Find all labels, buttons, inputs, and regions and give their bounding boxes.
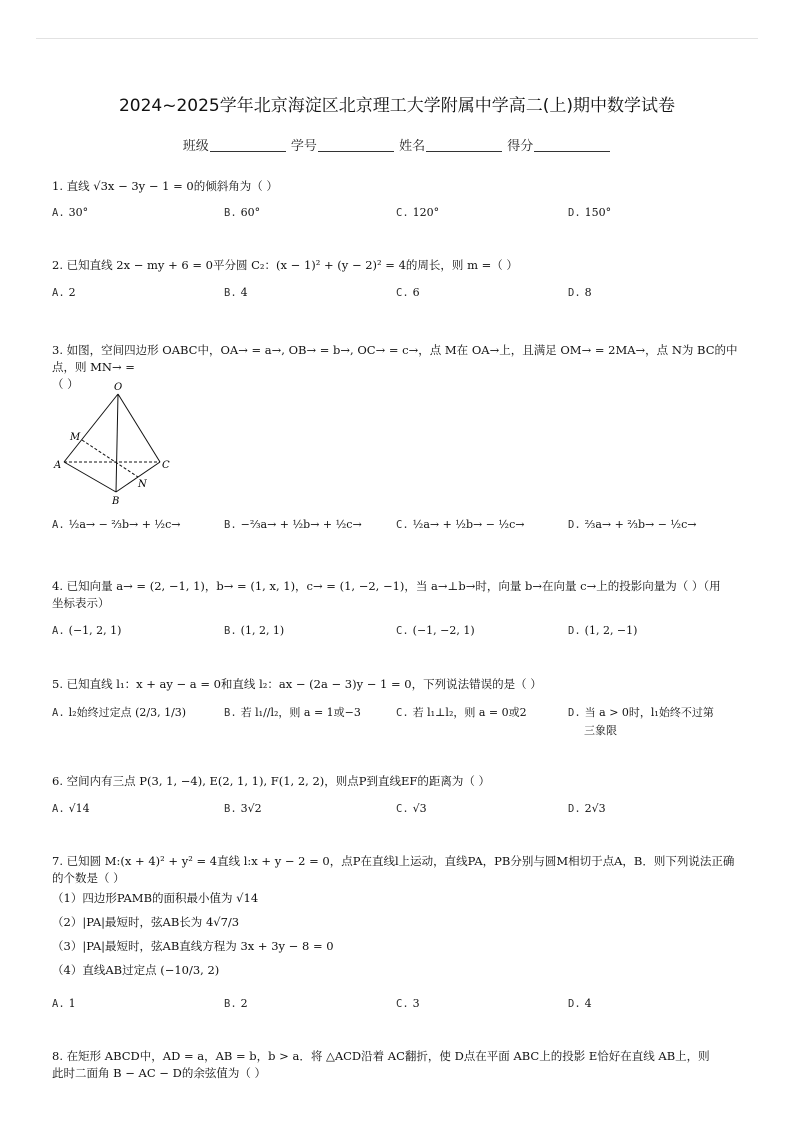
id-label: 学号 <box>290 139 317 154</box>
question-6 <box>52 773 752 790</box>
name-label: 姓名 <box>399 139 426 154</box>
question-7-stem: 7. 已知圆 M:(x + 4)² + y² = 4直线 l:x + y − 2 = 0，点P在直线l上运动，直线PA，PB分别与圆M相切于点A，B．则下列说法正确 <box>52 854 735 868</box>
class-label: 班级 <box>182 139 209 154</box>
segment-mn-dashed <box>82 440 138 477</box>
option-c[interactable]: C. ½a→ + ½b→ − ½c→ <box>396 518 525 531</box>
option-b[interactable]: B. 4 <box>224 286 248 299</box>
option-c[interactable]: C. 若 l₁⊥l₂，则 a = 0或2 <box>396 706 527 719</box>
class-blank[interactable] <box>210 151 286 152</box>
option-a[interactable]: A. (−1, 2, 1) <box>52 624 122 637</box>
option-d[interactable]: D. 当 a > 0时，l₁始终不过第 三象限 <box>568 706 714 737</box>
label-o: O <box>114 382 123 393</box>
question-6-stem: 6. 空间内有三点 P(3, 1, −4), E(2, 1, 1), F(1, 2, 2)，则点P到直线EF的距离为（ ） <box>52 774 491 788</box>
question-3-stem-line2: （ ） <box>52 377 79 391</box>
option-a[interactable]: A. 1 <box>52 997 76 1010</box>
option-d[interactable]: D. (1, 2, −1) <box>568 624 638 637</box>
option-d[interactable]: D. 150° <box>568 206 612 219</box>
option-b[interactable]: B. 60° <box>224 206 261 219</box>
question-8-stem-line2: 此时二面角 B − AC − D的余弦值为（ ） <box>52 1066 266 1080</box>
label-n: N <box>138 479 147 490</box>
option-d[interactable]: D. ⅔a→ + ⅔b→ − ½c→ <box>568 518 697 531</box>
label-m: M <box>70 432 81 443</box>
option-b[interactable]: B. 若 l₁//l₂，则 a = 1或−3 <box>224 706 361 719</box>
edge-ab <box>64 462 116 492</box>
option-b[interactable]: B. (1, 2, 1) <box>224 624 285 637</box>
option-c[interactable]: C. 3 <box>396 997 420 1010</box>
option-b[interactable]: B. −⅔a→ + ½b→ + ½c→ <box>224 518 362 531</box>
question-4-stem-line2: 坐标表示） <box>52 596 110 610</box>
question-5 <box>52 676 752 693</box>
label-c: C <box>162 460 170 471</box>
option-a[interactable]: A. √14 <box>52 802 90 815</box>
question-5-stem: 5. 已知直线 l₁：x + ay − a = 0和直线 l₂：ax − (2a − 3)y − 1 = 0，下列说法错误的是（ ） <box>52 677 542 691</box>
score-blank[interactable] <box>534 151 610 152</box>
question-4-stem: 4. 已知向量 a→ = (2, −1, 1)，b→ = (1, x, 1)，c→ = (1, −2, −1)，当 a→⊥b→时，向量 b→在向量 c→上的投影向量为（ ）（用 <box>52 579 721 593</box>
question-1 <box>52 178 752 195</box>
option-c[interactable]: C. √3 <box>396 802 427 815</box>
question-3-stem: 3. 如图，空间四边形 OABC中，OA→ = a→, OB→ = b→, OC→ = c→，点 M在 OA→上，且满足 OM→ = 2MA→，点 N为 BC的中点，则 MN→ = <box>52 343 738 374</box>
question-7-stem-line2: 的个数是（ ） <box>52 871 125 885</box>
edge-ob <box>116 394 118 492</box>
question-7-statement-4: （4）直线AB过定点 (−10/3, 2) <box>52 963 220 977</box>
question-8-stem: 8. 在矩形 ABCD中，AD = a，AB = b，b > a．将 △ACD沿着 AC翻折，使 D点在平面 ABC上的投影 E恰好在直线 AB上，则 <box>52 1049 710 1063</box>
option-d[interactable]: D. 4 <box>568 997 592 1010</box>
page-title: 2024~2025学年北京海淀区北京理工大学附属中学高二(上)期中数学试卷 <box>118 96 676 116</box>
option-c[interactable]: C. 6 <box>396 286 420 299</box>
question-1-stem: 1. 直线 √3x − 3y − 1 = 0的倾斜角为（ ） <box>52 179 278 193</box>
option-a[interactable]: A. 30° <box>52 206 89 219</box>
question-2-stem: 2. 已知直线 2x − my + 6 = 0平分圆 C₂：(x − 1)² + (y − 2)² = 4的周长，则 m =（ ） <box>52 258 518 272</box>
question-7-statement-1: （1）四边形PAMB的面积最小值为 √14 <box>52 891 259 905</box>
edge-oc <box>118 394 160 462</box>
question-7 <box>52 853 752 887</box>
label-a: A <box>54 460 62 471</box>
student-info-line <box>0 135 794 154</box>
question-7-statement-2: （2）|PA|最短时，弦AB长为 4√7/3 <box>52 915 240 929</box>
question-4 <box>52 578 752 612</box>
question-7-statement-3: （3）|PA|最短时，弦AB直线方程为 3x + 3y − 8 = 0 <box>52 939 334 953</box>
score-label: 得分 <box>507 139 534 154</box>
name-blank[interactable] <box>426 151 502 152</box>
top-divider <box>36 38 758 39</box>
option-a[interactable]: A. l₂始终过定点 (2/3, 1/3) <box>52 706 187 719</box>
option-a[interactable]: A. 2 <box>52 286 76 299</box>
tetrahedron-figure <box>52 380 182 510</box>
label-b: B <box>112 496 120 507</box>
question-2 <box>52 257 752 274</box>
option-b[interactable]: B. 2 <box>224 997 248 1010</box>
option-c[interactable]: C. (−1, −2, 1) <box>396 624 475 637</box>
option-a[interactable]: A. ½a→ − ⅔b→ + ½c→ <box>52 518 181 531</box>
option-c[interactable]: C. 120° <box>396 206 440 219</box>
option-d[interactable]: D. 8 <box>568 286 592 299</box>
edge-oa <box>64 394 118 462</box>
option-b[interactable]: B. 3√2 <box>224 802 262 815</box>
option-d[interactable]: D. 2√3 <box>568 802 606 815</box>
question-8 <box>52 1048 752 1082</box>
id-blank[interactable] <box>318 151 394 152</box>
